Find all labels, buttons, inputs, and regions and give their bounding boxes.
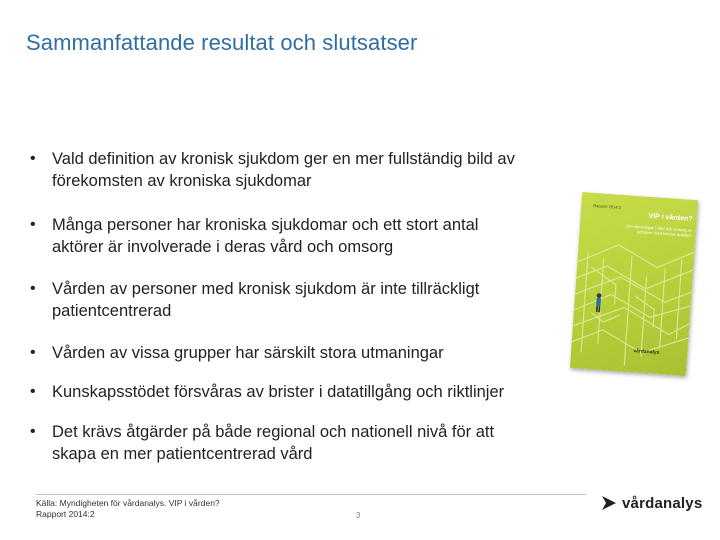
cover-brand: vårdanalys [633,348,660,356]
bullet-text-line2: aktörer är involverade i deras vård och omsorg [52,238,394,256]
logo-text: vårdanalys [622,494,703,512]
bullet-item [30,342,590,364]
bullet-text-line2: förekomsten av kroniska sjukdomar [52,172,312,190]
report-cover-image [570,192,698,376]
slide-title: Sammanfattande resultat och slutsatser [26,30,418,55]
footer-divider [36,494,586,495]
bullet-dot: • [30,383,36,400]
bullet-item [30,421,590,465]
page-number: 3 [356,511,361,520]
person-figure [596,293,602,312]
bullet-text-line1: Det krävs åtgärder på både regional och nationell nivå för att [52,423,495,441]
bullet-item [30,148,590,192]
bullet-text-line1: Vården av personer med kronisk sjukdom är inte tillräckligt [52,280,480,298]
bullet-item [30,381,590,403]
bullet-item [30,278,590,322]
bullet-dot: • [30,344,36,361]
cover-subtitle: ...Om utmaningar i vård och omsorg av personer med kronisk sjukdom [622,223,693,238]
bullet-dot: • [30,280,36,297]
bullet-text-line2: skapa en mer patientcentrerad vård [52,445,313,463]
source-citation [36,498,296,520]
bullet-dot: • [30,216,36,233]
bullet-item [30,214,590,258]
vardanalys-logo [600,494,702,512]
bullet-text-line1: Vald definition av kronisk sjukdom ger en mer fullständig bild av [52,150,515,168]
source-line2: Rapport 2014:2 [36,509,95,519]
bullet-text-line1: Kunskapsstödet försvåras av brister i datatillgång och riktlinjer [52,383,505,401]
cover-title: VIP i vården? [648,212,693,223]
bullet-dot: • [30,150,36,167]
bullet-text-line1: Vården av vissa grupper har särskilt stora utmaningar [52,344,444,362]
bullet-text-line1: Många personer har kroniska sjukdomar och ett stort antal [52,216,479,234]
bullet-dot: • [30,423,36,440]
source-line1: Källa: Myndigheten för vårdanalys. VIP i vården? [36,498,220,508]
arrow-logo-icon [600,494,618,512]
cover-report-number: Rapport 2014:2 [593,202,622,210]
bullet-text-line2: patientcentrerad [52,302,172,320]
